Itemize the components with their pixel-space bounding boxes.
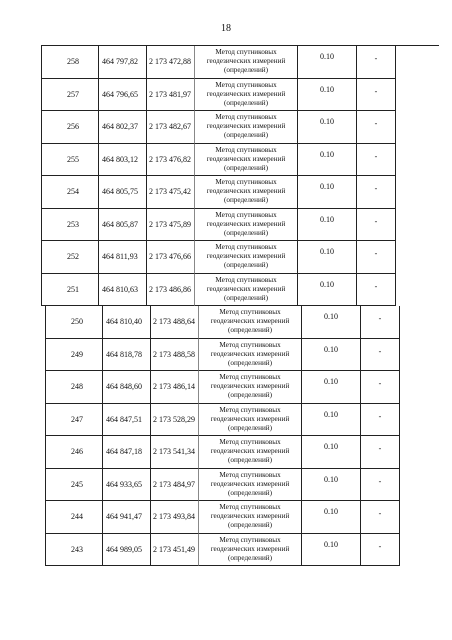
method-line: геодезических измерений — [210, 414, 290, 423]
accuracy-cell: 0.10 — [298, 111, 357, 144]
method-line: геодезических измерений — [206, 89, 286, 98]
y-coordinate-cell: 2 173 493,84 — [151, 501, 199, 534]
table-row — [45, 306, 439, 339]
accuracy-cell: 0.10 — [302, 436, 361, 469]
point-number-cell: 250 — [46, 306, 103, 339]
method-line: (определений) — [227, 326, 273, 335]
accuracy-cell: 0.10 — [298, 241, 357, 274]
method-cell — [199, 404, 302, 437]
point-number-cell: 243 — [46, 534, 103, 567]
x-coordinate-cell: 464 805,87 — [99, 209, 147, 242]
note-cell: - — [357, 111, 396, 144]
method-line: (определений) — [227, 488, 273, 497]
x-coordinate-cell: 464 941,47 — [103, 501, 151, 534]
accuracy-cell: 0.10 — [302, 339, 361, 372]
method-cell — [199, 501, 302, 534]
y-coordinate-cell: 2 173 541,34 — [151, 436, 199, 469]
table-row — [45, 404, 439, 437]
method-line: (определений) — [223, 66, 269, 75]
x-coordinate-cell: 464 989,05 — [103, 534, 151, 567]
point-number-cell: 246 — [46, 436, 103, 469]
point-number-cell: 248 — [46, 371, 103, 404]
method-line: геодезических измерений — [210, 349, 290, 358]
method-line: Метод спутниковых — [219, 340, 281, 349]
method-line: Метод спутниковых — [219, 503, 281, 512]
x-coordinate-cell: 464 811,93 — [99, 241, 147, 274]
method-cell — [195, 241, 298, 274]
method-line: (определений) — [227, 423, 273, 432]
x-coordinate-cell: 464 797,82 — [99, 46, 147, 79]
point-number-cell: 247 — [46, 404, 103, 437]
y-coordinate-cell: 2 173 488,64 — [151, 306, 199, 339]
method-line: (определений) — [223, 228, 269, 237]
method-line: геодезических измерений — [210, 544, 290, 553]
method-line: Метод спутниковых — [219, 535, 281, 544]
method-line: Метод спутниковых — [219, 438, 281, 447]
method-line: геодезических измерений — [206, 187, 286, 196]
method-line: Метод спутниковых — [215, 275, 277, 284]
method-line: (определений) — [223, 261, 269, 270]
table-row — [41, 274, 439, 307]
point-number-cell: 258 — [42, 46, 99, 79]
x-coordinate-cell: 464 805,75 — [99, 176, 147, 209]
note-cell: - — [361, 534, 400, 567]
method-line: геодезических измерений — [206, 154, 286, 163]
method-line: (определений) — [227, 358, 273, 367]
method-line: Метод спутниковых — [215, 210, 277, 219]
method-line: Метод спутниковых — [219, 470, 281, 479]
point-number-cell: 256 — [42, 111, 99, 144]
method-line: геодезических измерений — [210, 512, 290, 521]
table-row — [41, 46, 439, 79]
y-coordinate-cell: 2 173 475,42 — [147, 176, 195, 209]
method-cell — [199, 339, 302, 372]
y-coordinate-cell: 2 173 482,67 — [147, 111, 195, 144]
method-cell — [199, 469, 302, 502]
point-number-cell: 253 — [42, 209, 99, 242]
method-line: геодезических измерений — [206, 284, 286, 293]
note-cell: - — [361, 404, 400, 437]
x-coordinate-cell: 464 848,60 — [103, 371, 151, 404]
accuracy-cell: 0.10 — [302, 306, 361, 339]
method-line: геодезических измерений — [206, 57, 286, 66]
method-line: (определений) — [223, 196, 269, 205]
note-cell: - — [357, 176, 396, 209]
table-row — [45, 469, 439, 502]
accuracy-cell: 0.10 — [302, 469, 361, 502]
note-cell: - — [357, 144, 396, 177]
method-line: Метод спутниковых — [219, 405, 281, 414]
table-row — [41, 176, 439, 209]
coordinates-table — [41, 45, 439, 566]
y-coordinate-cell: 2 173 451,49 — [151, 534, 199, 567]
method-line: (определений) — [223, 293, 269, 302]
method-line: геодезических измерений — [206, 122, 286, 131]
method-line: Метод спутниковых — [215, 243, 277, 252]
accuracy-cell: 0.10 — [298, 79, 357, 112]
y-coordinate-cell: 2 173 481,97 — [147, 79, 195, 112]
y-coordinate-cell: 2 173 476,82 — [147, 144, 195, 177]
point-number-cell: 244 — [46, 501, 103, 534]
note-cell: - — [361, 469, 400, 502]
method-cell — [195, 46, 298, 79]
method-line: (определений) — [227, 456, 273, 465]
accuracy-cell: 0.10 — [302, 534, 361, 567]
note-cell: - — [357, 241, 396, 274]
accuracy-cell: 0.10 — [298, 274, 357, 307]
point-number-cell: 254 — [42, 176, 99, 209]
method-line: Метод спутниковых — [215, 178, 277, 187]
method-line: Метод спутниковых — [219, 308, 281, 317]
table-row — [45, 371, 439, 404]
table-row — [41, 79, 439, 112]
note-cell: - — [357, 46, 396, 79]
y-coordinate-cell: 2 173 486,14 — [151, 371, 199, 404]
table-row — [45, 436, 439, 469]
method-line: Метод спутниковых — [219, 373, 281, 382]
method-cell — [195, 111, 298, 144]
method-line: Метод спутниковых — [215, 48, 277, 57]
x-coordinate-cell: 464 818,78 — [103, 339, 151, 372]
note-cell: - — [361, 436, 400, 469]
note-cell: - — [361, 306, 400, 339]
method-line: (определений) — [227, 521, 273, 530]
method-cell — [195, 209, 298, 242]
method-line: Метод спутниковых — [215, 80, 277, 89]
method-cell — [195, 79, 298, 112]
method-line: Метод спутниковых — [215, 113, 277, 122]
method-cell — [195, 176, 298, 209]
point-number-cell: 249 — [46, 339, 103, 372]
x-coordinate-cell: 464 796,65 — [99, 79, 147, 112]
method-line: геодезических измерений — [210, 382, 290, 391]
table-row — [41, 144, 439, 177]
method-line: геодезических измерений — [206, 252, 286, 261]
method-line: геодезических измерений — [206, 219, 286, 228]
accuracy-cell: 0.10 — [302, 404, 361, 437]
accuracy-cell: 0.10 — [302, 501, 361, 534]
table-row — [45, 534, 439, 567]
method-cell — [195, 144, 298, 177]
point-number-cell: 255 — [42, 144, 99, 177]
method-line: геодезических измерений — [210, 447, 290, 456]
method-line: (определений) — [223, 163, 269, 172]
method-cell — [195, 274, 298, 307]
point-number-cell: 245 — [46, 469, 103, 502]
method-line: (определений) — [223, 98, 269, 107]
x-coordinate-cell: 464 802,37 — [99, 111, 147, 144]
method-cell — [199, 371, 302, 404]
method-line: геодезических измерений — [210, 479, 290, 488]
x-coordinate-cell: 464 810,63 — [99, 274, 147, 307]
note-cell: - — [357, 79, 396, 112]
point-number-cell: 252 — [42, 241, 99, 274]
note-cell: - — [357, 274, 396, 307]
x-coordinate-cell: 464 803,12 — [99, 144, 147, 177]
table-row — [45, 339, 439, 372]
y-coordinate-cell: 2 173 475,89 — [147, 209, 195, 242]
method-cell — [199, 534, 302, 567]
table-row — [41, 111, 439, 144]
point-number-cell: 257 — [42, 79, 99, 112]
y-coordinate-cell: 2 173 476,66 — [147, 241, 195, 274]
method-line: Метод спутниковых — [215, 145, 277, 154]
note-cell: - — [357, 209, 396, 242]
x-coordinate-cell: 464 847,18 — [103, 436, 151, 469]
table-row — [45, 501, 439, 534]
accuracy-cell: 0.10 — [302, 371, 361, 404]
method-line: (определений) — [223, 131, 269, 140]
method-line: (определений) — [227, 391, 273, 400]
point-number-cell: 251 — [42, 274, 99, 307]
accuracy-cell: 0.10 — [298, 209, 357, 242]
table-row — [41, 209, 439, 242]
y-coordinate-cell: 2 173 484,97 — [151, 469, 199, 502]
y-coordinate-cell: 2 173 488,58 — [151, 339, 199, 372]
note-cell: - — [361, 371, 400, 404]
page-number: 18 — [221, 23, 231, 34]
accuracy-cell: 0.10 — [298, 46, 357, 79]
method-cell — [199, 306, 302, 339]
note-cell: - — [361, 339, 400, 372]
y-coordinate-cell: 2 173 528,29 — [151, 404, 199, 437]
accuracy-cell: 0.10 — [298, 176, 357, 209]
x-coordinate-cell: 464 933,65 — [103, 469, 151, 502]
y-coordinate-cell: 2 173 486,86 — [147, 274, 195, 307]
accuracy-cell: 0.10 — [298, 144, 357, 177]
x-coordinate-cell: 464 810,40 — [103, 306, 151, 339]
method-line: (определений) — [227, 553, 273, 562]
x-coordinate-cell: 464 847,51 — [103, 404, 151, 437]
method-line: геодезических измерений — [210, 317, 290, 326]
note-cell: - — [361, 501, 400, 534]
y-coordinate-cell: 2 173 472,88 — [147, 46, 195, 79]
method-cell — [199, 436, 302, 469]
table-row — [41, 241, 439, 274]
